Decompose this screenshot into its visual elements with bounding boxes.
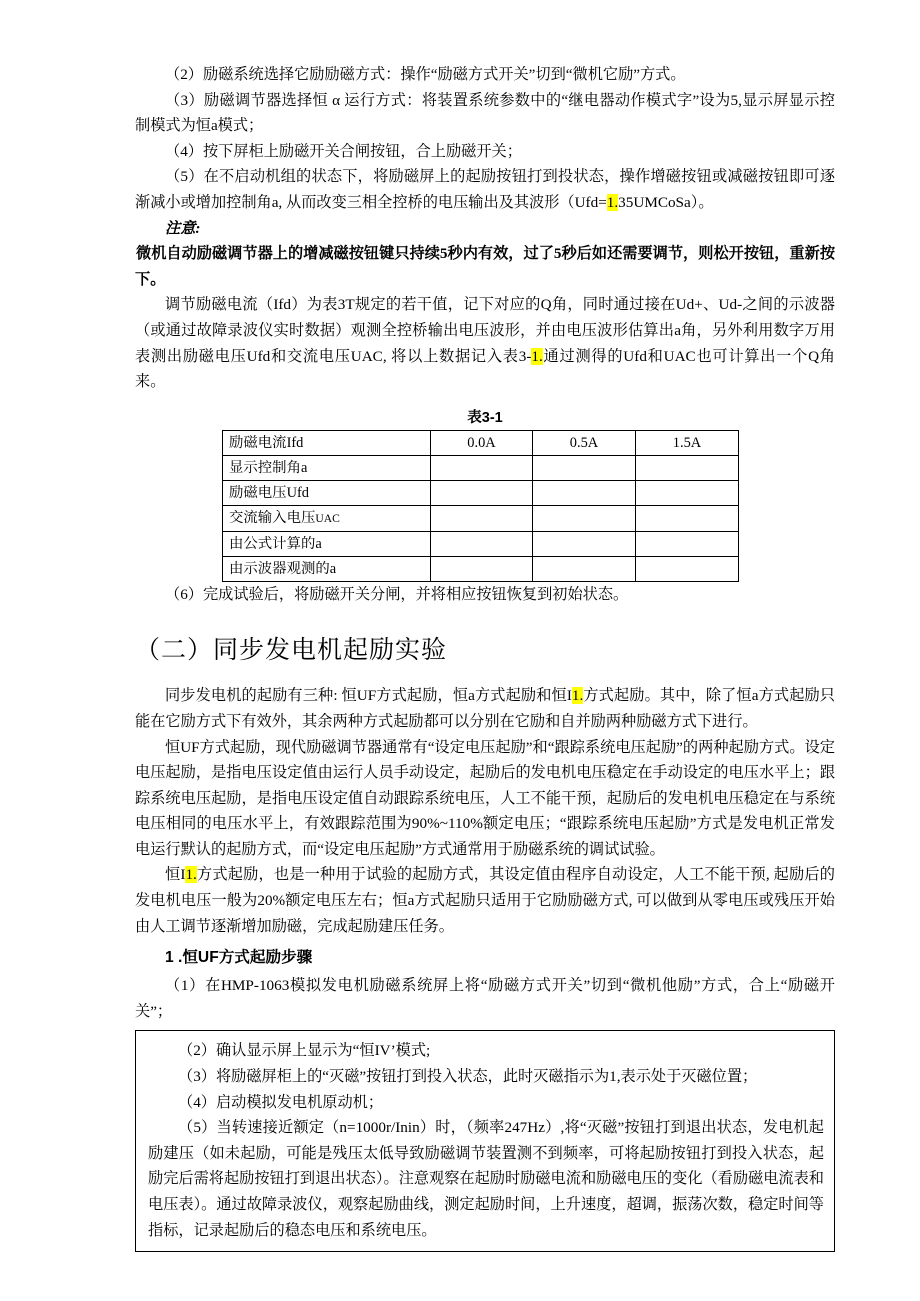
note-text: 微机自动励磁调节器上的增减磁按钮键只持续5秒内有效，过了5秒后如还需要调节，则松开按钮，重新按下。 xyxy=(135,245,835,288)
table-cell xyxy=(533,556,636,581)
row-label-text: 励磁电压Ufd xyxy=(229,484,309,501)
measurement-paragraph xyxy=(135,292,835,394)
row-label xyxy=(223,531,431,556)
boxed-step-5-paragraph: （5）当转速接近额定（n=1000r/Inin）时，（频率247Hz）,将“灭磁”按钮打到退出状态，发电机起励建压（如未起励，可能是残压太低导致励磁调节装置测不到频率，可将起励按钮打到投入状态，起励完后需将起励按钮打到退出状态）。注意观察在起励时励磁电流和励磁电压的变化（看励磁电流表和电压表）。通过故障录波仪，观察起励曲线，测定起励时间，上升速度，超调，振荡次数，稳定时间等指标，记录起励后的稳态电压和系统电压。 xyxy=(148,1119,824,1239)
measurement-highlight: 1. xyxy=(531,347,543,365)
sub-heading-uf-steps: 1 .恒UF方式起励步骤 xyxy=(165,949,313,967)
step-2-paragraph: （2）励磁系统选择它励励磁方式：操作“励磁方式开关”切到“微机它励”方式。 xyxy=(165,66,686,83)
boxed-step-3-paragraph: （3）将励磁屏柜上的“灭磁”按钮打到投入状态，此时灭磁指示为1,表示处于灭磁位置； xyxy=(178,1068,758,1086)
table-row xyxy=(223,480,739,505)
three-types-highlight: 1. xyxy=(571,687,584,705)
three-types-part1: 同步发电机的起励有三种: 恒UF方式起励，恒a方式起励和恒I xyxy=(165,687,572,705)
row-label xyxy=(223,480,431,505)
constant-i-highlight: 1. xyxy=(185,866,197,884)
table-cell xyxy=(431,455,533,480)
table-caption: 表3-1 xyxy=(467,409,503,426)
table-row xyxy=(223,531,739,556)
note-label: 注意: xyxy=(165,219,201,237)
table-cell xyxy=(431,505,533,531)
row-label-text: 交流输入电压 xyxy=(229,509,316,526)
table-cell: 0.0A xyxy=(431,430,533,455)
excitation-data-table xyxy=(222,430,739,582)
row-label xyxy=(223,505,431,531)
section-heading: （二）同步发电机起励实验 xyxy=(135,636,448,665)
three-types-paragraph xyxy=(135,683,835,734)
table-body xyxy=(223,430,739,581)
table-row xyxy=(223,556,739,581)
table-cell xyxy=(533,455,636,480)
constant-i-paragraph xyxy=(135,862,835,939)
table-row xyxy=(223,505,739,531)
row-label-text: 由公式计算的a xyxy=(229,535,322,552)
table-cell: 0.5A xyxy=(533,430,636,455)
table-cell xyxy=(636,455,739,480)
table-cell xyxy=(636,531,739,556)
table-cell xyxy=(533,531,636,556)
row-label xyxy=(223,430,431,455)
step-5-text-part2: 35UMCoSa）。 xyxy=(618,193,714,211)
table-cell xyxy=(533,505,636,531)
step-6-paragraph: （6）完成试验后，将励磁开关分闸，并将相应按钮恢复到初始状态。 xyxy=(165,585,629,603)
step-5-text-part1: （5）在不启动机组的状态下，将励磁屏上的起励按钮打到投状态，操作增磁按钮或减磁按钮即可逐渐减小或增加控制角a, 从而改变三相全控桥的电压输出及其波形（Ufd= xyxy=(135,168,835,211)
table-cell: 1.5A xyxy=(636,430,739,455)
table-row xyxy=(223,455,739,480)
procedure-box xyxy=(135,1030,835,1252)
three-types-part2: 方式起励。其中，除了恒a方式起励只能在它励方式下有效外，其余两种方式起励都可以分别在它励和自并励两种励磁方式下进行。 xyxy=(135,687,835,730)
table-cell xyxy=(533,480,636,505)
row-label xyxy=(223,556,431,581)
table-row xyxy=(223,430,739,455)
row-label-subscript: UAC xyxy=(315,511,340,525)
page-content xyxy=(135,0,835,1252)
table-cell xyxy=(636,556,739,581)
row-label-text: 显示控制角a xyxy=(229,459,308,476)
row-label xyxy=(223,455,431,480)
table-cell xyxy=(431,531,533,556)
table-cell xyxy=(431,556,533,581)
table-cell xyxy=(636,505,739,531)
boxed-step-2-paragraph: （2）确认显示屏上显示为“恒IV’模式; xyxy=(178,1042,431,1060)
step-5-paragraph xyxy=(135,164,835,215)
step-4-paragraph: （4）按下屏柜上励磁开关合闸按钮，合上励磁开关； xyxy=(165,142,522,160)
boxed-step-1-paragraph: （1）在HMP-1063模拟发电机励磁系统屏上将“励磁方式开关”切到“微机他励”方式，合上“励磁开关”； xyxy=(135,977,835,1020)
step-3-paragraph: （3）励磁调节器选择恒 α 运行方式：将装置系统参数中的“继电器动作模式字”设为5,显示屏显示控制模式为恒a模式； xyxy=(135,91,835,135)
boxed-step-4-paragraph: （4）启动模拟发电机原动机； xyxy=(178,1093,384,1111)
step-5-highlight: 1. xyxy=(606,193,619,211)
constant-uf-paragraph: 恒UF方式起励，现代励磁调节器通常有“设定电压起励”和“跟踪系统电压起励”的两种起励方式。设定电压起励，是指电压设定值由运行人员手动设定，起励后的发电机电压稳定在手动设定的电压水平上；跟踪系统电压起励，是指电压设定值自动跟踪系统电压，人工不能干预，起励后的发电机电压稳定在与系统电压相同的电压水平上，有效跟踪范围为90%~110%额定电压；“跟踪系统电压起励”方式是发电机正常发电运行默认的起励方式，而“设定电压起励”方式通常用于励磁系统的调试试验。 xyxy=(135,738,835,858)
table-cell xyxy=(431,480,533,505)
row-label-text: 励磁电流Ifd xyxy=(229,434,304,451)
constant-i-part2: 方式起励，也是一种用于试验的起励方式，其设定值由程序自动设定，人工不能干预, 起励后的发电机电压一般为20%额定电压左右；恒a方式起励只适用于它励励磁方式, 可以做到从零电压或残压开始由人工调节逐渐增加励磁，完成起励建压任务。 xyxy=(135,866,835,935)
constant-i-part1: 恒I xyxy=(165,866,186,884)
row-label-text: 由示波器观测的a xyxy=(229,560,337,577)
measurement-text-part2: 通过测得的Ufd和UAC也可计算出一个Q角来。 xyxy=(135,347,835,391)
measurement-text-part1: 调节励磁电流（Ifd）为表3T规定的若干值，记下对应的Q角，同时通过接在Ud+、Ud-之间的示波器（或通过故障录波仪实时数据）观测全控桥输出电压波形，并由电压波形估算出a角，另外利用数字万用表测出励磁电压Ufd和交流电压UAC, 将以上数据记入表3- xyxy=(135,296,835,365)
table-cell xyxy=(636,480,739,505)
